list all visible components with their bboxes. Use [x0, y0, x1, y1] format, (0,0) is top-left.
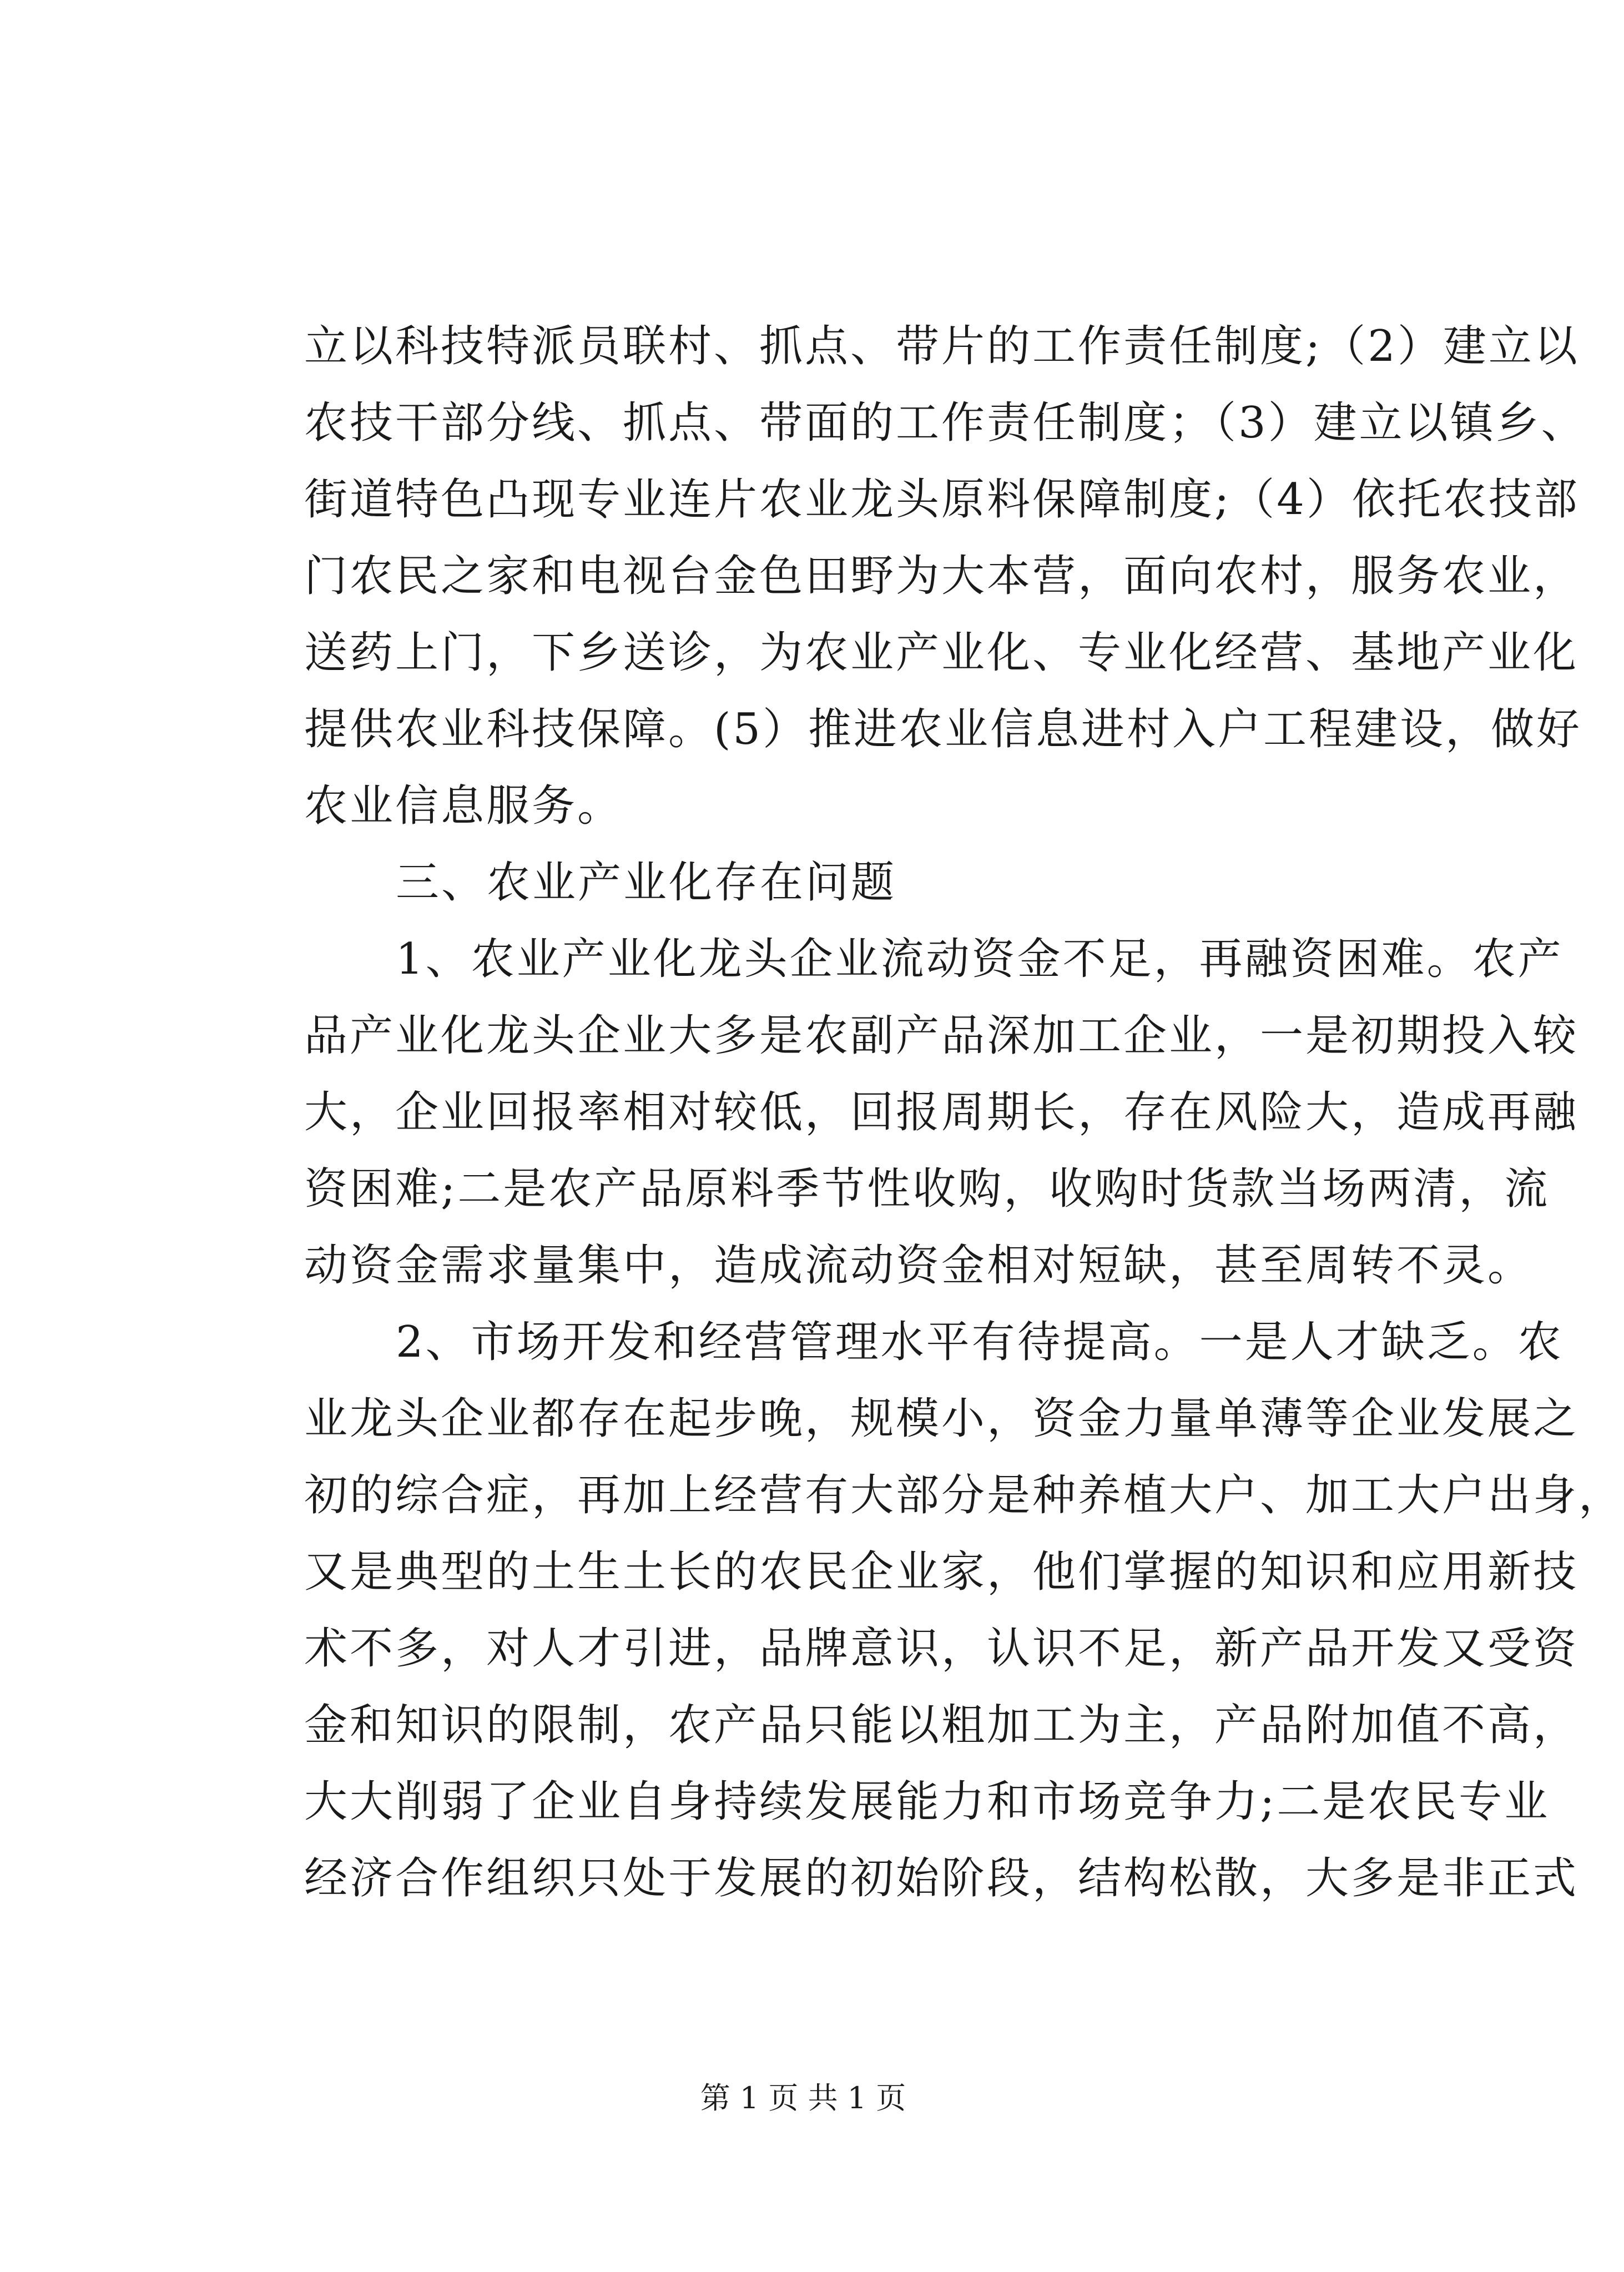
text-line: 1、农业产业化龙头企业流动资金不足，再融资困难。农产	[396, 934, 1564, 984]
text-line: 提供农业科技保障。(5）推进农业信息进村入户工程建设，做好	[304, 704, 1582, 754]
text-line: 大大削弱了企业自身持续发展能力和市场竞争力;二是农民专业	[304, 1777, 1550, 1827]
text-line: 动资金需求量集中，造成流动资金相对短缺，甚至周转不灵。	[304, 1241, 1534, 1291]
text-line: 初的综合症，再加上经营有大部分是种养植大户、加工大户出身，	[304, 1470, 1624, 1520]
text-line: 金和知识的限制，农产品只能以粗加工为主，产品附加值不高，	[304, 1700, 1579, 1750]
text-line: 大，企业回报率相对较低，回报周期长，存在风险大，造成再融	[304, 1087, 1579, 1137]
text-line: 2、市场开发和经营管理水平有待提高。一是人才缺乏。农	[396, 1317, 1564, 1367]
text-line: 品产业化龙头企业大多是农副产品深加工企业，一是初期投入较	[304, 1011, 1579, 1061]
text-line: 经济合作组织只处于发展的初始阶段，结构松散，大多是非正式	[304, 1853, 1579, 1903]
text-line: 又是典型的土生土长的农民企业家，他们掌握的知识和应用新技	[304, 1547, 1579, 1597]
document-body	[304, 308, 1624, 1917]
text-line: 农技干部分线、抓点、带面的工作责任制度；（3）建立以镇乡、	[304, 398, 1587, 448]
text-line: 门农民之家和电视台金色田野为大本营，面向农村，服务农业，	[304, 551, 1579, 601]
text-line: 业龙头企业都存在起步晚，规模小，资金力量单薄等企业发展之	[304, 1394, 1579, 1444]
text-line: 街道特色凸现专业连片农业龙头原料保障制度;（4）依托农技部	[304, 475, 1580, 525]
text-line: 送药上门，下乡送诊，为农业产业化、专业化经营、基地产业化	[304, 628, 1579, 678]
text-line: 立以科技特派员联村、抓点、带片的工作责任制度;（2）建立以	[304, 321, 1580, 371]
text-line: 农业信息服务。	[304, 781, 623, 831]
page-footer: 第 1 页 共 1 页	[700, 2080, 906, 2115]
text-line: 资困难;二是农产品原料季节性收购，收购时货款当场两清，流	[304, 1164, 1550, 1214]
text-line: 术不多，对人才引进，品牌意识，认识不足，新产品开发又受资	[304, 1624, 1579, 1674]
text-line: 三、农业产业化存在问题	[396, 858, 897, 908]
